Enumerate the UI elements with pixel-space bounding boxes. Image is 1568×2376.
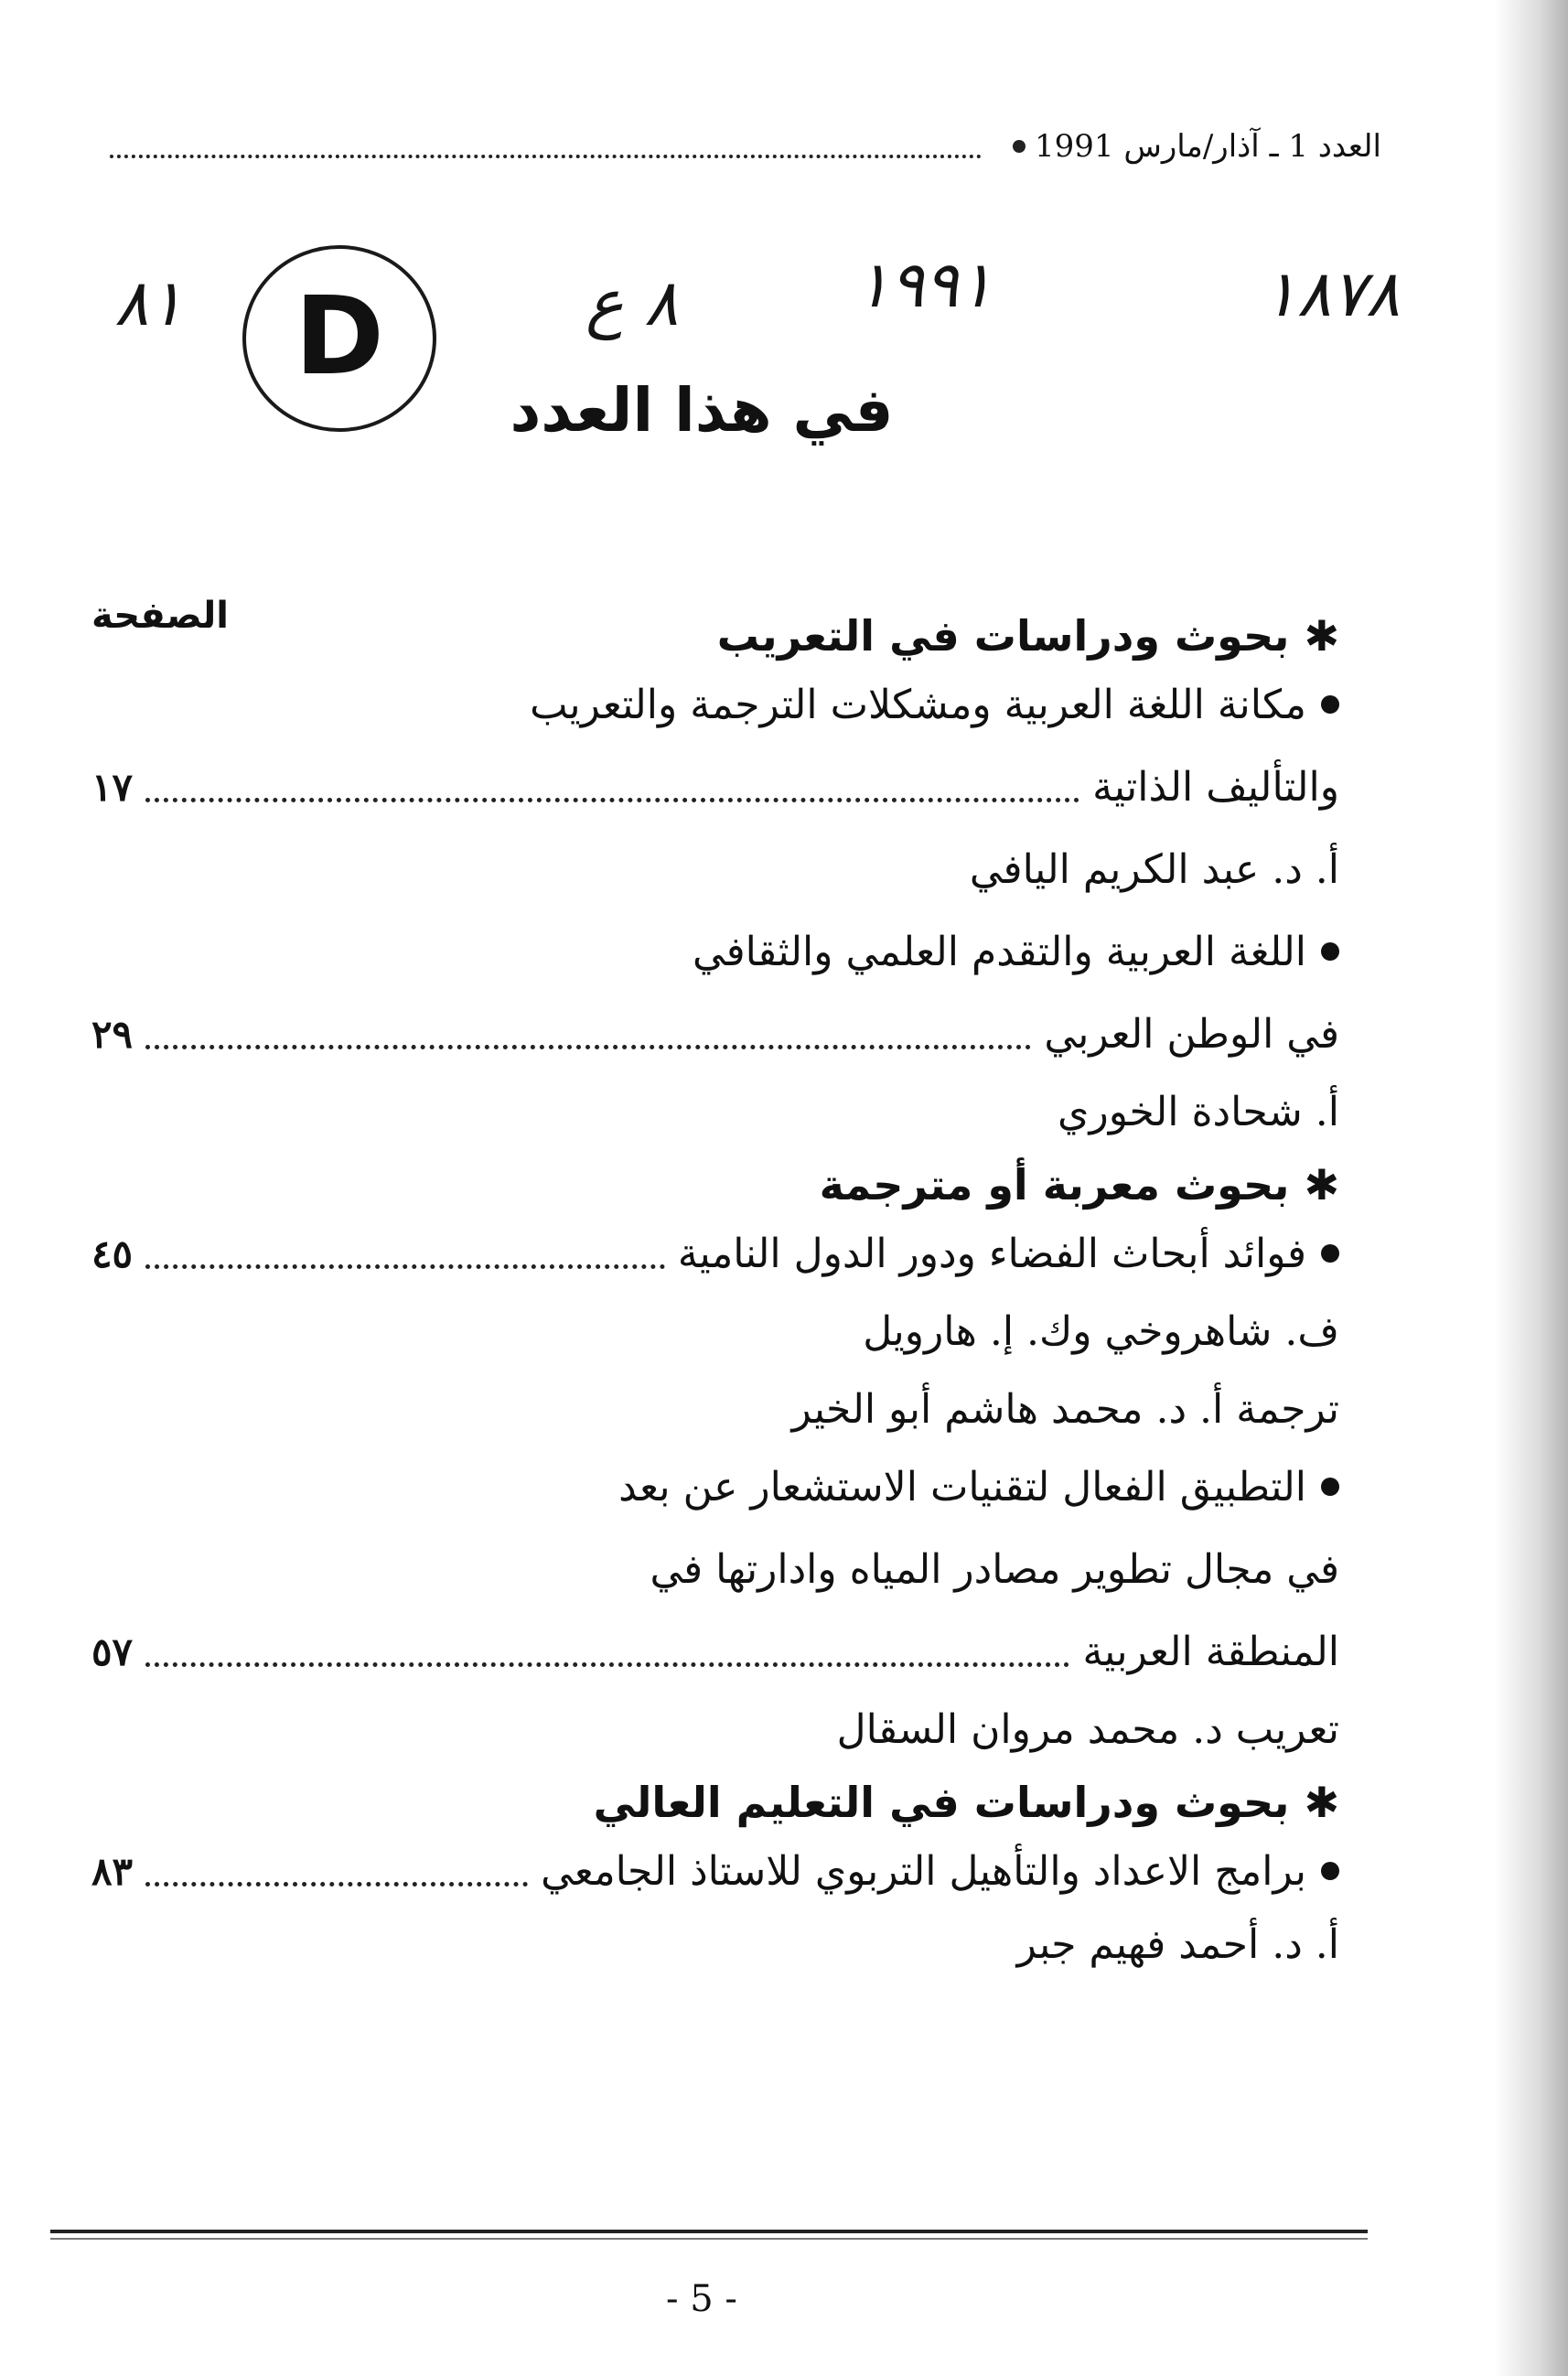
running-head-bullet — [1013, 140, 1026, 153]
dot-leader — [145, 772, 1079, 802]
running-head-issue: العدد 1 ـ آذار/مارس 1991 — [1035, 128, 1381, 165]
section-heading: ✱ بحوث ودراسات في التعريب — [716, 611, 1339, 661]
asterisk-icon: ✱ — [1304, 1778, 1339, 1827]
toc-entry-title-cont: في الوطن العربي — [1044, 1010, 1339, 1058]
dot-leader — [145, 1856, 528, 1887]
toc-entry-title: مكانة اللغة العربية ومشكلات الترجمة والتعريب — [530, 663, 1339, 746]
toc-entry-leader-row — [91, 746, 1339, 828]
toc-entry-translator: تعريب د. محمد مروان السقال — [836, 1705, 1339, 1753]
page-number: ٢٩ — [91, 1011, 134, 1057]
bullet-icon — [1321, 942, 1339, 961]
footer-rule-thin — [50, 2238, 1368, 2240]
running-head — [55, 119, 1381, 174]
page-column-header: الصفحة — [91, 595, 230, 637]
bullet-icon — [1321, 1478, 1339, 1496]
toc-entry-author: أ. د. عبد الكريم اليافي — [969, 845, 1339, 893]
section-heading: ✱ بحوث معربة أو مترجمة — [819, 1160, 1339, 1210]
toc-entry-title: اللغة العربية والتقدم العلمي والثقافي — [693, 910, 1339, 993]
page-title-text: في هذا العدد — [510, 375, 894, 446]
toc-entry-leader-row — [91, 1610, 1339, 1693]
stamp-letter: D — [295, 273, 384, 399]
toc-entry-author: ف. شاهروخي وك. إ. هارويل — [863, 1307, 1339, 1355]
handwritten-left-number: ٨١ — [114, 265, 184, 340]
toc-entry-title: برامج الاعداد والتأهيل التربوي للاستاذ الجامعي — [541, 1847, 1306, 1895]
page-number: ٤٥ — [91, 1231, 134, 1276]
page-number: ١٧ — [91, 764, 134, 810]
dot-leader — [145, 1019, 1031, 1049]
toc-entry-title: التطبيق الفعال لتقنيات الاستشعار عن بعد — [618, 1446, 1339, 1528]
asterisk-icon: ✱ — [1304, 1160, 1339, 1210]
toc-entry-author: أ. شحادة الخوري — [1058, 1088, 1339, 1135]
running-head-leader — [110, 134, 982, 158]
bullet-icon — [1321, 695, 1339, 714]
toc-entry-translator: ترجمة أ. د. محمد هاشم أبو الخير — [791, 1385, 1339, 1433]
toc-entry-leader-row — [91, 1830, 1339, 1912]
footer-rule — [50, 2230, 1368, 2233]
page-number: ٨٣ — [91, 1848, 134, 1894]
bullet-icon — [1321, 1244, 1339, 1263]
toc-entry-leader-row — [91, 993, 1339, 1075]
toc-entry-author: أ. د. أحمد فهيم جبر — [1016, 1920, 1339, 1968]
page-title — [0, 375, 1568, 446]
dot-leader — [145, 1637, 1069, 1667]
page-folio — [0, 2278, 1568, 2320]
toc-entry-title-cont: والتأليف الذاتية — [1092, 763, 1339, 811]
toc-entry-title: فوائد أبحاث الفضاء ودور الدول النامية — [677, 1230, 1306, 1277]
dot-leader — [145, 1239, 665, 1269]
handwritten-mark-1: ٨ ع — [585, 265, 679, 340]
page-folio-text: - 5 - — [666, 2278, 737, 2320]
asterisk-icon: ✱ — [1304, 611, 1339, 661]
handwritten-year: ١٩٩١ — [855, 247, 993, 322]
page-number: ٥٧ — [91, 1629, 134, 1674]
page-edge-shadow — [1495, 0, 1568, 2376]
toc-entry-title-cont: المنطقة العربية — [1082, 1628, 1339, 1675]
bullet-icon — [1321, 1862, 1339, 1880]
handwritten-number-right: ١٨٧٨ — [1262, 256, 1401, 331]
section-heading: ✱ بحوث ودراسات في التعليم العالي — [593, 1778, 1339, 1827]
toc-entry-title-cont: في مجال تطوير مصادر المياه وادارتها في — [650, 1545, 1339, 1593]
toc-entry-leader-row — [91, 1212, 1339, 1295]
